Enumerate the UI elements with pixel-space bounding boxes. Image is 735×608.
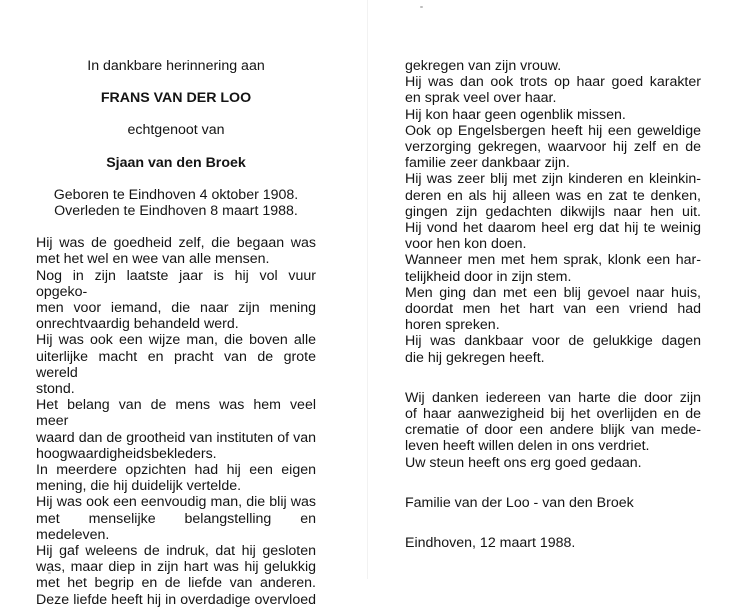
card-heading: In dankbare herinnering aan — [87, 58, 265, 74]
text-line: Hij was ook een wijze man, die boven alle — [36, 332, 316, 349]
birth-line: Geboren te Eindhoven 4 oktober 1908. — [53, 186, 299, 203]
text-line: uiterlijke macht en pracht van de grote wereld — [36, 348, 316, 381]
left-body-text — [36, 235, 316, 608]
text-line: gingen zijn gedachten dikwijls naar hen uit. — [405, 203, 701, 220]
text-line: deren en als hij alleen was en zat te denken, — [405, 187, 701, 204]
text-line: Men ging dan met een blij gevoel naar huis, — [405, 284, 701, 301]
text-line: Hij was dankbaar voor de gelukkige dagen — [405, 333, 701, 350]
text-line: stond. — [36, 381, 75, 398]
text-line: Deze liefde heeft hij in overdadige overvloed — [36, 591, 316, 608]
family-signature: Familie van der Loo - van den Broek — [405, 494, 634, 511]
text-line: waard dan de grootheid van instituten of van — [36, 429, 316, 446]
text-line: leven heeft willen delen in ons verdriet. — [405, 438, 650, 455]
text-line: onrechtvaardig behandeld werd. — [36, 316, 239, 333]
right-body-text — [405, 58, 701, 366]
text-line: die hij gekregen heeft. — [405, 349, 545, 366]
text-line: Hij vond het daarom heel erg dat hij te weinig — [405, 220, 701, 237]
text-line: en sprak veel over haar. — [405, 90, 557, 107]
text-line: gekregen van zijn vrouw. — [405, 58, 562, 74]
text-line: Wanneer men met hem sprak, klonk een har- — [405, 252, 701, 269]
paper-speck — [420, 6, 423, 8]
place-date: Eindhoven, 12 maart 1988. — [405, 535, 576, 552]
text-line: Hij was zeer blij met zijn kinderen en kleinkin- — [405, 171, 701, 188]
text-line: telijkheid door in zijn stem. — [405, 268, 572, 285]
thanks-text — [405, 390, 701, 471]
text-line: Uw steun heeft ons erg goed gedaan. — [405, 454, 642, 471]
text-line: voor hen kon doen. — [405, 236, 527, 253]
text-line: In meerdere opzichten had hij een eigen — [36, 462, 316, 479]
text-line: Het belang van de mens was hem veel meer — [36, 397, 316, 430]
text-line: Hij kon haar geen ogenblik missen. — [405, 106, 626, 123]
death-line: Overleden te Eindhoven 8 maart 1988. — [54, 203, 298, 220]
deceased-name: FRANS VAN DER LOO — [100, 90, 252, 107]
text-line: crematie of door een andere blijk van mede- — [405, 422, 701, 439]
spouse-name: Sjaan van den Broek — [106, 154, 246, 171]
text-line: men voor iemand, die naar zijn mening — [36, 300, 316, 317]
text-line: Hij was dan ook trots op haar goed karakter — [405, 74, 701, 91]
text-line: mening, die hij duidelijk vertelde. — [36, 478, 242, 495]
text-line: Ook op Engelsbergen heeft hij een geweldige — [405, 122, 701, 139]
text-line: hoogwaardigheidsbekleders. — [36, 445, 217, 462]
text-line: Hij gaf weleens de indruk, dat hij gesloten — [36, 543, 316, 560]
text-line: was, maar diep in zijn hart was hij gelukkig — [36, 559, 316, 576]
text-line: met het wel en wee van alle mensen. — [36, 251, 270, 268]
text-line: of haar aanwezigheid bij het overlijden en de — [405, 406, 701, 423]
right-column — [405, 58, 701, 551]
text-line: met menselijke belangstelling en medeleven. — [36, 510, 316, 543]
text-line: Hij was de goedheid zelf, die begaan was — [36, 235, 316, 252]
text-line: familie zeer dankbaar zijn. — [405, 155, 570, 172]
text-line: Hij was ook een eenvoudig man, die blij was — [36, 494, 316, 511]
text-line: Nog in zijn laatste jaar is hij vol vuur opgeko- — [36, 267, 316, 300]
text-line: Wij danken iedereen van harte die door zijn — [405, 389, 701, 406]
text-line: horen spreken. — [405, 317, 500, 334]
text-line: doordat men het hart van een vriend had — [405, 301, 701, 318]
fold-line — [367, 0, 368, 579]
text-line: verzorging gekregen, waarvoor hij zelf en de — [405, 139, 701, 156]
text-line: met het begrip en de liefde van anderen. — [36, 575, 316, 592]
relation-text: echtgenoot van — [127, 122, 225, 139]
left-column — [36, 58, 316, 608]
